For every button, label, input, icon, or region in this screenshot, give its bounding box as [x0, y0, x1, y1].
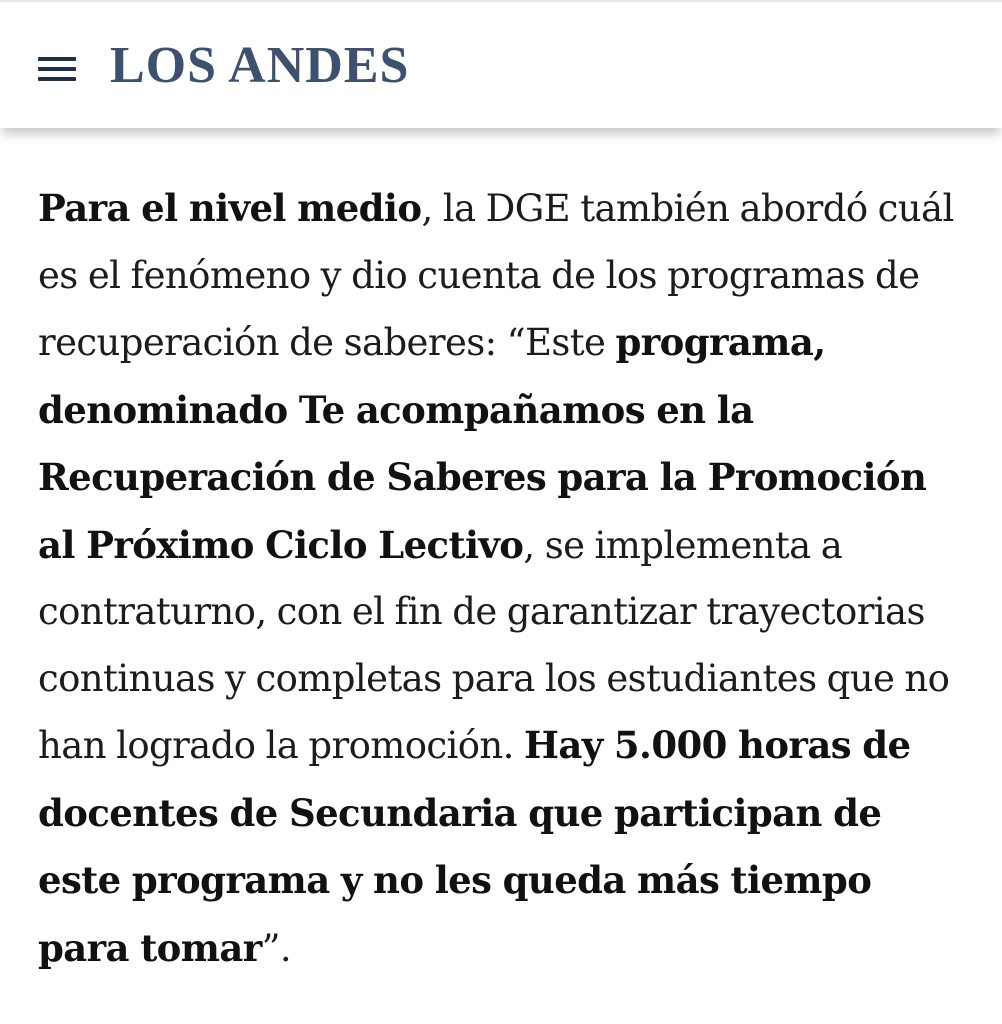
article-text: , se implementa a contraturno, con el fin de garantizar trayectorias continuas y completas para los estudiantes que no han logrado la promoción. [38, 523, 950, 767]
article-text-bold: Para el nivel medio [38, 186, 422, 230]
site-logo[interactable]: LOS ANDES [110, 37, 410, 94]
menu-bar [38, 57, 76, 61]
article-text-bold: Hay 5.000 horas de docentes de Secundaria que participan de este programa y no les queda más tiempo para tomar [38, 723, 911, 970]
site-header [0, 0, 1002, 128]
article-text: ”. [261, 926, 292, 970]
menu-bar [38, 77, 76, 81]
hamburger-menu-icon[interactable] [38, 57, 76, 81]
article-text: , la DGE también abordó cuál es el fenómeno y dio cuenta de los programas de recuperación de saberes: “Este [38, 187, 954, 364]
article-text-bold: programa, denominado Te acompañamos en la Recuperación de Saberes para la Promoción al Próximo Ciclo Lectivo [38, 320, 927, 567]
article-paragraph [38, 175, 973, 982]
menu-bar [38, 67, 76, 71]
